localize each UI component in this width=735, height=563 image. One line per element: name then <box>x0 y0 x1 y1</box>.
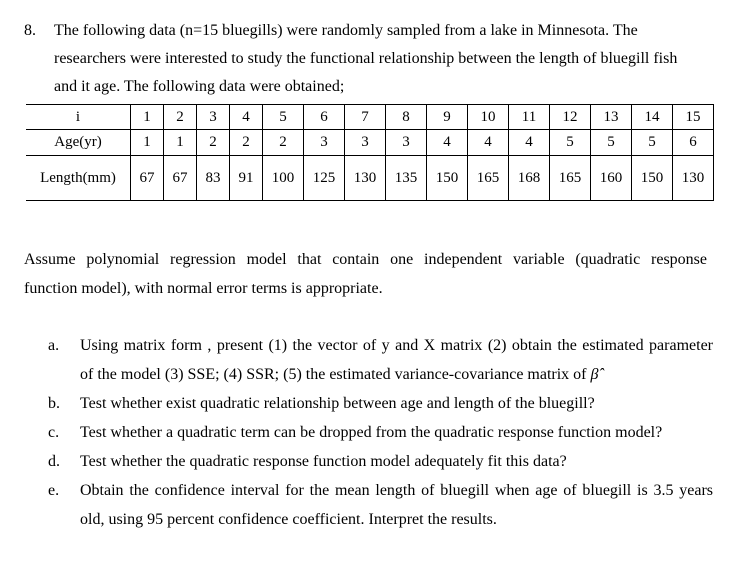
table-row-length <box>26 156 714 201</box>
cell-length-13: 160 <box>591 156 632 201</box>
cell-i-6: 6 <box>304 105 345 130</box>
cell-i-11: 11 <box>509 105 550 130</box>
part-a-line-2: of the model (3) SSE; (4) SSR; (5) the estimated variance-covariance matrix of β̂ <box>80 366 599 383</box>
question-intro <box>24 17 714 101</box>
cell-length-7: 130 <box>345 156 386 201</box>
intro-line-1: 8. The following data (n=15 bluegills) were randomly sampled from a lake in Minnesota. The <box>24 17 714 45</box>
cell-i-12: 12 <box>550 105 591 130</box>
cell-i-4: 4 <box>230 105 263 130</box>
cell-i-7: 7 <box>345 105 386 130</box>
cell-age-3: 2 <box>197 130 230 156</box>
cell-age-10: 4 <box>468 130 509 156</box>
cell-length-10: 165 <box>468 156 509 201</box>
data-table <box>26 104 714 201</box>
cell-length-6: 125 <box>304 156 345 201</box>
assumption-line-1: Assume polynomial regression model that contain one independent variable (quadratic response <box>24 251 707 268</box>
cell-i-1: 1 <box>131 105 164 130</box>
intro-line-2: researchers were interested to study the functional relationship between the length of bluegill fish <box>54 50 678 67</box>
cell-age-6: 3 <box>304 130 345 156</box>
cell-length-12: 165 <box>550 156 591 201</box>
assumption-paragraph <box>24 245 707 303</box>
question-number: 8. <box>24 22 36 39</box>
cell-i-9: 9 <box>427 105 468 130</box>
cell-length-5: 100 <box>263 156 304 201</box>
part-e <box>48 476 713 534</box>
cell-age-5: 2 <box>263 130 304 156</box>
cell-age-7: 3 <box>345 130 386 156</box>
beta-hat-symbol: β̂ <box>590 366 599 383</box>
part-b-letter: b. <box>48 395 60 412</box>
part-d-text: Test whether the quadratic response function model adequately fit this data? <box>80 453 567 470</box>
part-a <box>48 331 713 389</box>
part-c-letter: c. <box>48 424 60 441</box>
cell-age-14: 5 <box>632 130 673 156</box>
cell-age-12: 5 <box>550 130 591 156</box>
intro-line-3: and it age. The following data were obtained; <box>54 78 345 95</box>
part-d <box>48 447 713 476</box>
cell-age-9: 4 <box>427 130 468 156</box>
part-d-letter: d. <box>48 453 60 470</box>
table-row-i <box>26 105 714 130</box>
cell-i-10: 10 <box>468 105 509 130</box>
row-label-age: Age(yr) <box>26 130 131 156</box>
question-parts <box>48 331 713 534</box>
part-a-letter: a. <box>48 337 60 354</box>
cell-length-3: 83 <box>197 156 230 201</box>
cell-age-11: 4 <box>509 130 550 156</box>
cell-i-3: 3 <box>197 105 230 130</box>
cell-age-8: 3 <box>386 130 427 156</box>
cell-length-9: 150 <box>427 156 468 201</box>
part-e-line-2: old, using 95 percent confidence coefficient. Interpret the results. <box>80 511 497 528</box>
cell-age-15: 6 <box>673 130 714 156</box>
part-c-text: Test whether a quadratic term can be dropped from the quadratic response function model? <box>80 424 663 441</box>
cell-age-4: 2 <box>230 130 263 156</box>
part-c <box>48 418 713 447</box>
cell-length-1: 67 <box>131 156 164 201</box>
part-e-letter: e. <box>48 482 60 499</box>
assumption-line-2: function model), with normal error terms is appropriate. <box>24 280 383 297</box>
cell-i-15: 15 <box>673 105 714 130</box>
cell-age-2: 1 <box>164 130 197 156</box>
row-label-i: i <box>26 105 131 130</box>
row-label-length: Length(mm) <box>26 156 131 201</box>
cell-length-15: 130 <box>673 156 714 201</box>
part-a-line-1: Using matrix form , present (1) the vector of y and X matrix (2) obtain the estimated parameter <box>80 337 713 354</box>
table-row-age <box>26 130 714 156</box>
cell-i-14: 14 <box>632 105 673 130</box>
cell-length-14: 150 <box>632 156 673 201</box>
part-e-line-1: Obtain the confidence interval for the mean length of bluegill when age of bluegill is 3.5 years <box>80 482 713 499</box>
cell-length-11: 168 <box>509 156 550 201</box>
cell-length-8: 135 <box>386 156 427 201</box>
cell-age-13: 5 <box>591 130 632 156</box>
cell-length-4: 91 <box>230 156 263 201</box>
cell-i-13: 13 <box>591 105 632 130</box>
cell-age-1: 1 <box>131 130 164 156</box>
cell-i-2: 2 <box>164 105 197 130</box>
cell-i-8: 8 <box>386 105 427 130</box>
cell-length-2: 67 <box>164 156 197 201</box>
cell-i-5: 5 <box>263 105 304 130</box>
part-b <box>48 389 713 418</box>
part-b-text: Test whether exist quadratic relationship between age and length of the bluegill? <box>80 395 595 412</box>
